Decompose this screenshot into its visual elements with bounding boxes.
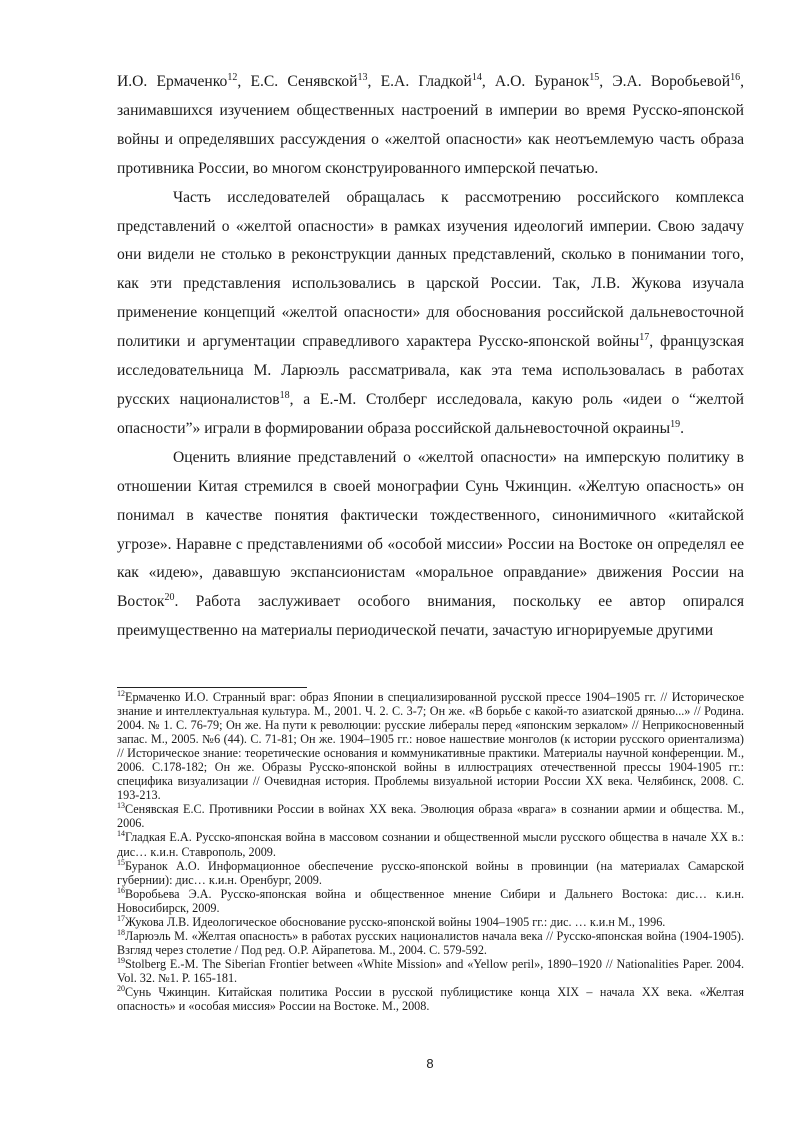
footnote-14: $^{14}$Гладкая Е.А. Русско-японская война в массовом сознании и общественной мысли русского общества в начале XX в.: дис… к.и.н. Ставрополь, 2009.	[117, 829, 744, 859]
footnote-ref: 20	[117, 983, 125, 993]
footnote-separator	[117, 687, 307, 688]
footnote-ref: 14	[471, 71, 482, 83]
footnote-13: $^{13}$Сенявская Е.С. Противники России в войнах XX века. Эволюция образа «врага» в сознании армии и общества. М., 2006.	[117, 801, 744, 831]
paragraph-2: Часть исследователей обращалась к рассмотрению российского комплекса представлений о «желтой опасности» в рамках изучения идеологий империи. Свою задачу они видели не столько в реконструкции данных представлений, сколько в понимании того, как эти представления использовались в царской России. Так, Л.В. Жукова изучала применение концепций «желтой опасности» для обоснования российской дальневосточной политики и аргументации справедливого характера Русско-японской войны$^{17}$, французская исследовательница М. Ларюэль рассматривала, как эта тема использовалась в работах русских националистов$^{18}$, а Е.-М. Столберг исследовала, какую роль «идеи о “желтой опасности”» играли в формировании образа российской дальневосточной окраины$^{19}$.	[117, 188, 745, 437]
footnote-ref: 14	[117, 829, 125, 839]
footnote-ref: 19	[117, 955, 125, 965]
footnote-ref: 12	[227, 71, 238, 83]
footnote-ref: 12	[117, 688, 125, 698]
footnote-ref: 13	[357, 71, 368, 83]
footnote-ref: 18	[117, 927, 125, 937]
footnote-19: $^{19}$Stolberg E.-M. The Siberian Frontier between «White Mission» and «Yellow peril», 1890–1920 // Nationalities Paper. 2004. Vol. 32. №1. P. 165-181.	[117, 955, 744, 985]
footnote-ref: 17	[639, 331, 650, 343]
footnote-ref: 13	[117, 801, 125, 811]
page-number: 8	[426, 1056, 434, 1071]
footnote-17: $^{17}$Жукова Л.В. Идеологическое обоснование русско-японской войны 1904–1905 гг.: дис. … к.и.н М., 1996.	[117, 913, 666, 929]
footnote-ref: 18	[279, 389, 290, 401]
footnote-ref: 16	[730, 71, 741, 83]
footnote-ref: 15	[589, 71, 600, 83]
main-text	[117, 68, 744, 646]
footnote-ref: 15	[117, 857, 125, 867]
footnote-15: $^{15}$Буранок А.О. Информационное обеспечение русско-японской войны в провинции (на материалах Самарской губернии): дис… к.и.н. Оренбург, 2009.	[117, 857, 744, 887]
footnote-16: $^{16}$Воробьева Э.А. Русско-японская война и общественное мнение Сибири и Дальнего Востока: дис… к.и.н. Новосибирск, 2009.	[117, 885, 744, 915]
footnote-20: $^{20}$Сунь Чжинцин. Китайская политика России в русской публицистике конца XIX – начала XX века. «Желтая опасность» и «особая миссия» России на Востоке. М., 2008.	[117, 983, 744, 1014]
footnote-18: $^{18}$Ларюэль М. «Желтая опасность» в работах русских националистов начала века // Русско-японская война (1904-1905). Взгляд через столетие / Под ред. О.Р. Айрапетова. М., 2004. С. 579-592.	[117, 927, 744, 957]
footnote-12: $^{12}$Ермаченко И.О. Странный враг: образ Японии в специализированной русской прессе 1904–1905 гг. // Историческое знание и интеллектуальная культура. М., 2001. Ч. 2. С. 3-7; Он же. «В борьбе с какой-то азиатской дрянью...» // Родина. 2004. № 1. С. 76-79; Он же. На пути к революции: русские либералы перед «японским зеркалом» // Неприкосновенный запас. М., 2005. №6 (44). С. 71-81; Он же. 1904–1905 гг.: новое нашествие монголов (к истории русского ориентализма) // Историческое знание: теоретические основания и коммуникативные практики. Материалы научной конференции. М., 2006. С.178-182; Он же. Образы Русско-японской войны в иллюстрациях отечественной прессы 1904-1905 гг.: специфика визуализации // Очевидная история. Проблемы визуальной истории России XX века. Челябинск, 2008. С. 193-213.	[117, 688, 744, 803]
paragraph-3: Оценить влияние представлений о «желтой опасности» на имперскую политику в отношении Китая стремился в своей монографии Сунь Чжинцин. «Желтую опасность» он понимал в качестве понятия фактически тождественного, синонимичного «китайской угрозе». Наравне с представлениями об «особой миссии» России на Востоке он определял ее как «идею», дававшую экспансионистам «моральное оправдание» движения России на Восток$^{20}$. Работа заслуживает особого внимания, поскольку ее автор опирался преимущественно на материалы периодической печати, зачастую игнорируемые другими	[117, 448, 744, 640]
footnote-ref: 20	[164, 592, 175, 604]
footnote-ref: 19	[670, 418, 681, 430]
footnotes	[117, 690, 744, 1013]
footnote-ref: 16	[117, 885, 125, 895]
footnote-ref: 17	[117, 913, 125, 923]
paragraph-1: И.О. Ермаченко$^{12}$, Е.С. Сенявской$^{13}$, Е.А. Гладкой$^{14}$, А.О. Буранок$^{15}$, Э.А. Воробьевой$^{16}$, занимавшихся изучением общественных настроений в империи во время Русско-японской войны и определявших рассуждения о «желтой опасности» как неотъемлемую часть образа противника России, во многом сконструированного имперской печатью.	[117, 71, 744, 177]
